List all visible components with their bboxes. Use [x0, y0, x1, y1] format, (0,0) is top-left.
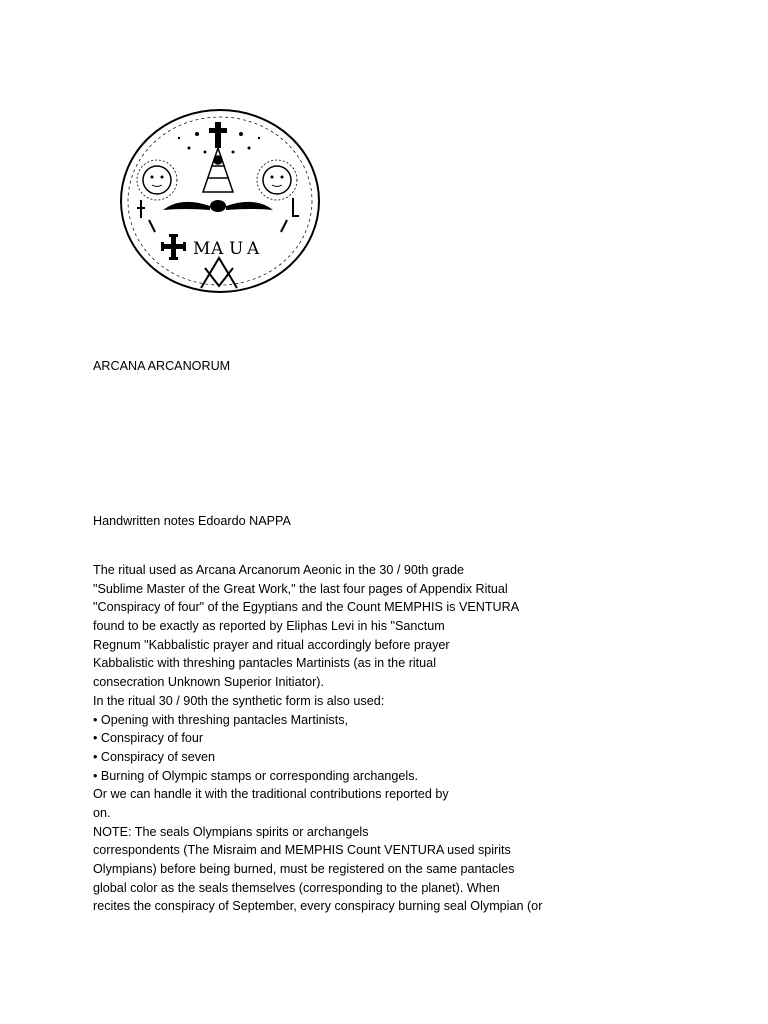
body-line: on.: [93, 805, 111, 820]
bullet-item: • Conspiracy of four: [93, 731, 204, 746]
body-line: Kabbalistic with threshing pantacles Martinists (as in the ritual: [93, 656, 436, 671]
seal-letter-4: A: [247, 239, 260, 259]
body-line: correspondents (The Misraim and MEMPHIS Count VENTURA used spirits: [93, 843, 511, 858]
body-line: Regnum "Kabbalistic prayer and ritual accordingly before prayer: [93, 637, 450, 652]
document-subtitle: Handwritten notes Edoardo NAPPA: [93, 514, 291, 528]
note-line: NOTE: The seals Olympians spirits or archangels: [93, 824, 369, 839]
seal-letter-2: A: [211, 239, 224, 259]
body-line: The ritual used as Arcana Arcanorum Aeonic in the 30 / 90th grade: [93, 563, 465, 577]
seal-letter-3: U: [229, 239, 244, 259]
body-line: Olympians) before being burned, must be registered on the same pantacles: [93, 862, 515, 876]
body-line: "Conspiracy of four" of the Egyptians and the Count MEMPHIS is VENTURA: [93, 600, 520, 615]
body-line: "Sublime Master of the Great Work," the last four pages of Appendix Ritual: [93, 581, 508, 596]
body-line: global color as the seals themselves (corresponding to the planet). When: [93, 880, 500, 895]
body-line: Or we can handle it with the traditional contributions reported by: [93, 787, 449, 802]
bullet-item: • Burning of Olympic stamps or corresponding archangels.: [93, 768, 419, 783]
seal-letter-1: M: [193, 239, 211, 259]
body-line: found to be exactly as reported by Eliphas Levi in his "Sanctum: [93, 619, 445, 634]
body-line: consecration Unknown Superior Initiator).: [93, 675, 324, 690]
circular-seal-icon: [119, 108, 321, 294]
body-line: In the ritual 30 / 90th the synthetic form is also used:: [93, 693, 385, 708]
body-line: recites the conspiracy of September, every conspiracy burning seal Olympian (or: [93, 899, 543, 914]
document-body: [93, 561, 542, 916]
bullet-item: • Opening with threshing pantacles Martinists,: [93, 712, 349, 727]
document-title: ARCANA ARCANORUM: [93, 359, 231, 373]
bullet-item: • Conspiracy of seven: [93, 749, 216, 764]
